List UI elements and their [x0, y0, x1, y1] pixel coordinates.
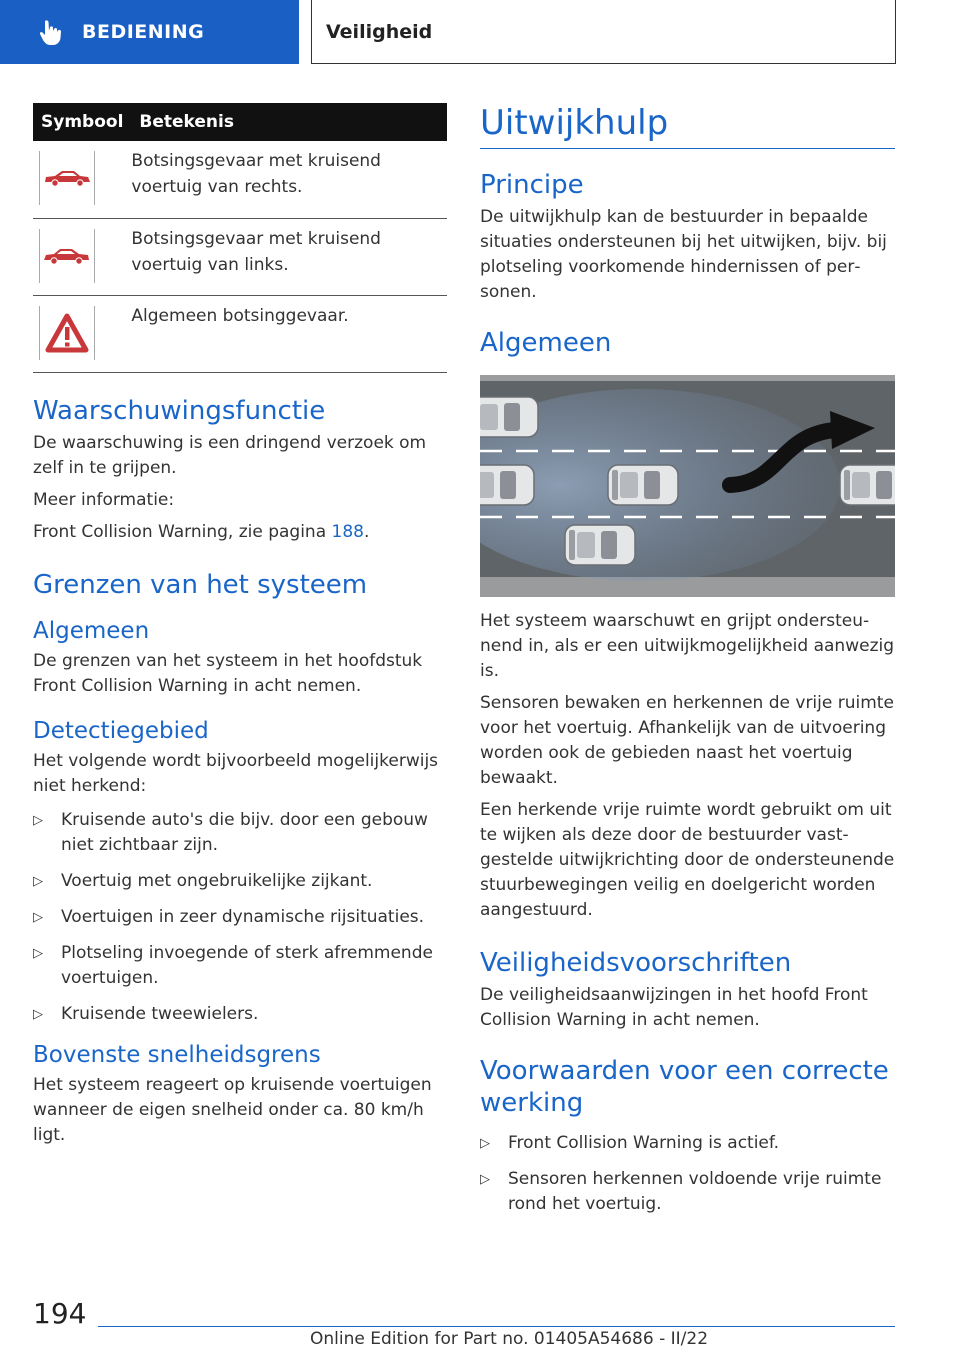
table-row	[33, 141, 447, 218]
page-link[interactable]: 188	[331, 521, 364, 542]
left-column	[33, 103, 447, 1148]
table-header-meaning: Betekenis	[131, 103, 447, 141]
conditions-list	[480, 1131, 895, 1217]
page-number: 194	[33, 1297, 87, 1330]
table-row	[33, 295, 447, 372]
heading-general: Algemeen	[33, 617, 150, 644]
evasion-illustration	[480, 375, 895, 597]
car-right-icon	[42, 167, 92, 189]
list-item: ▷ Front Collision Warning is actief.	[480, 1131, 895, 1156]
footer-divider	[98, 1326, 895, 1327]
paragraph: Sensoren bewaken en herkennen de vrije ruimte voor het voertuig. Afhankelijk van de uitvoering worden ook de gebieden naast het voertuig bewaakt.	[480, 693, 894, 788]
list-item: ▷ Sensoren herkennen voldoende vrije ruimte rond het voertuig.	[480, 1167, 895, 1217]
paragraph: De grenzen van het systeem in het hoofdstuk Front Collision Warning in acht nemen.	[33, 650, 423, 696]
heading-warning-function: Waarschuwingsfunctie	[33, 395, 326, 426]
paragraph: Het volgende wordt bijvoorbeeld mogelijkerwijs niet herkend:	[33, 750, 439, 796]
paragraph: Meer informatie:	[33, 489, 175, 510]
table-cell-meaning: Botsingsgevaar met kruisend voertuig van rechts.	[131, 141, 447, 218]
car-left-icon	[42, 245, 92, 267]
list-item: ▷ Voertuigen in zeer dynamische rijsituaties.	[33, 905, 447, 930]
table-header-symbol: Symbool	[33, 103, 131, 141]
list-item: ▷ Plotseling invoegende of sterk afremmende voertuigen.	[33, 941, 447, 991]
detection-list	[33, 808, 447, 1027]
symbol-table	[33, 103, 447, 373]
list-item: ▷ Kruisende tweewielers.	[33, 1002, 447, 1027]
footer-edition: Online Edition for Part no. 01405A54686 - II/22	[310, 1329, 709, 1349]
heading-speed-limit: Bovenste snelheidsgrens	[33, 1041, 321, 1068]
table-row	[33, 218, 447, 295]
paragraph: De waarschuwing is een dringend verzoek om zelf in te grijpen.	[33, 432, 427, 478]
header-chapter	[311, 0, 896, 64]
list-item: ▷ Kruisende auto's die bijv. door een gebouw niet zichtbaar zijn.	[33, 808, 447, 858]
heading-general: Algemeen	[480, 328, 612, 358]
heading-system-limits: Grenzen van het systeem	[33, 569, 368, 600]
chapter-title: Veiligheid	[326, 20, 433, 43]
heading-safety-rules: Veiligheidsvoorschriften	[480, 948, 792, 978]
hand-pointer-icon	[36, 17, 66, 47]
header-section-tab	[0, 0, 299, 64]
paragraph: Het systeem reageert op kruisende voertuigen wanneer de eigen snelheid onder ca. 80 km/h ligt.	[33, 1074, 432, 1145]
table-cell-meaning: Algemeen botsinggevaar.	[131, 295, 447, 372]
paragraph: Het systeem waarschuwt en grijpt ondersteunend in, als er een uitwijkmogelijkheid aanwezig is.	[480, 611, 895, 681]
paragraph: Een herkende vrije ruimte wordt gebruikt om uit te wijken als deze door de bestuurder vastgestelde uitwijkrichting door de ondersteunende stuurbewegingen veilig en doelgericht worden aangestuurd.	[480, 800, 895, 920]
heading-conditions: Voorwaarden voor een correcte werking	[480, 1056, 889, 1118]
paragraph: De uitwijkhulp kan de bestuurder in bepaalde situaties ondersteunen bij het uitwijken, bijv. bij plotseling voorkomende hindernissen of personen.	[480, 207, 887, 302]
paragraph: De veiligheidsaanwijzingen in het hoofd Front Collision Warning in acht nemen.	[480, 985, 868, 1030]
list-item: ▷ Voertuig met ongebruikelijke zijkant.	[33, 869, 447, 894]
heading-detection-area: Detectiegebied	[33, 717, 209, 744]
right-column	[480, 103, 895, 1228]
heading-principle: Principe	[480, 170, 584, 200]
paragraph-reference: Front Collision Warning, zie pagina 188.	[33, 521, 370, 542]
table-cell-meaning: Botsingsgevaar met kruisend voertuig van links.	[131, 218, 447, 295]
warning-triangle-icon	[45, 313, 89, 353]
heading-evasion-aid: Uitwijkhulp	[480, 103, 895, 149]
section-label: BEDIENING	[82, 21, 205, 43]
